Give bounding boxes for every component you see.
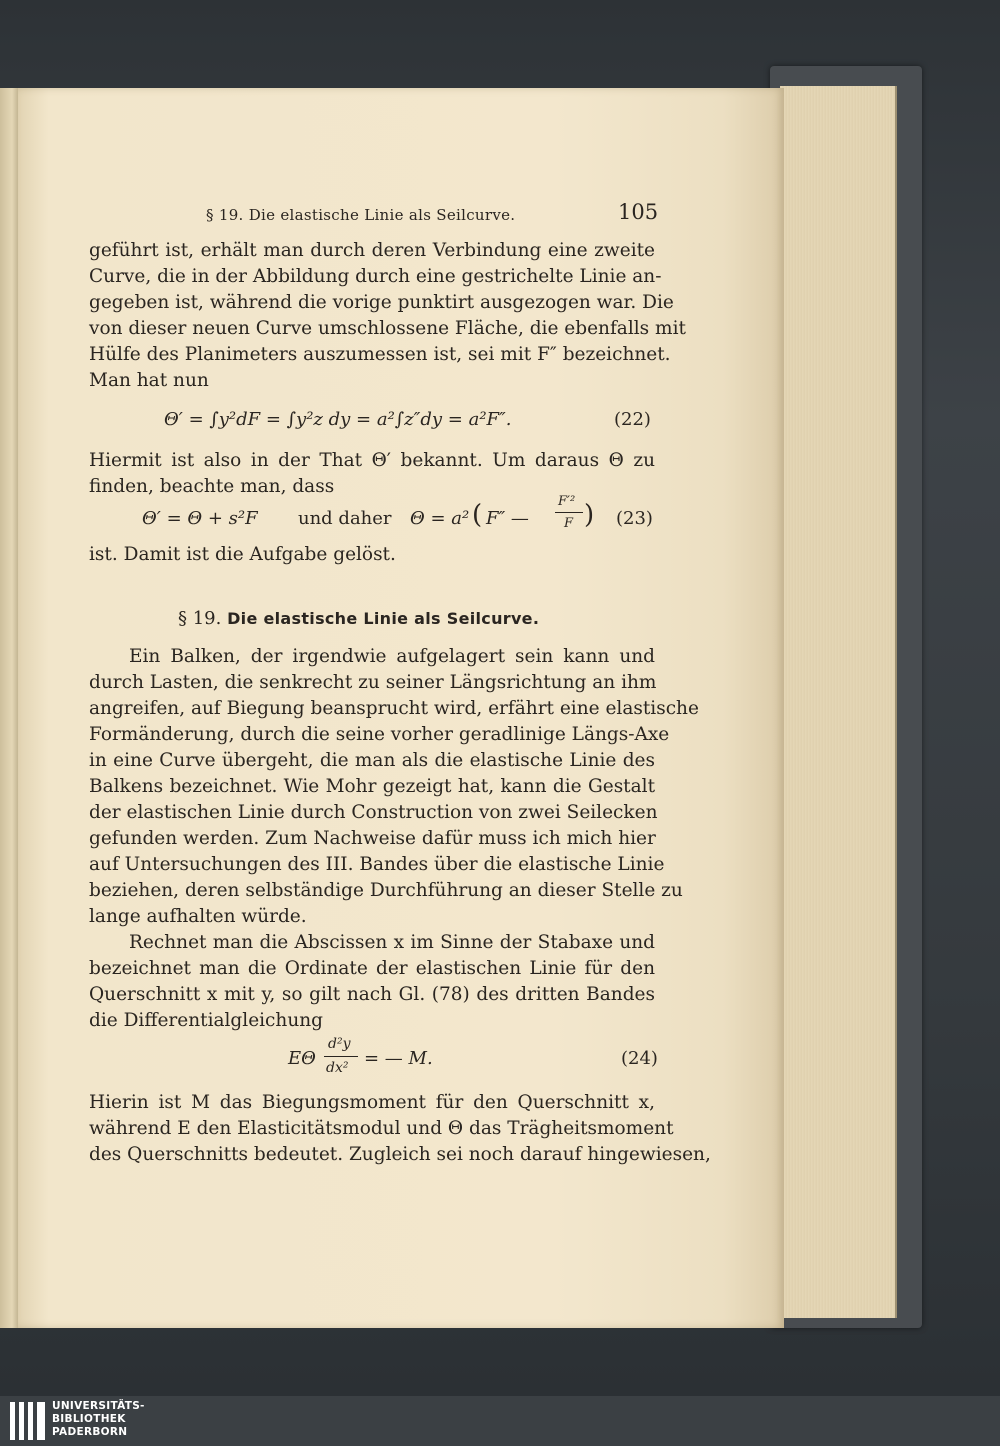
equation-23-fraction-numerator: F′² (558, 494, 576, 509)
text-line: Hülfe des Planimeters auszumessen ist, sei mit F″ bezeichnet. (89, 344, 671, 365)
equation-24-fraction-numerator: d²y (328, 1036, 351, 1052)
text-line: Curve, die in der Abbildung durch eine gestrichelte Linie an- (89, 266, 662, 287)
library-name: UNIVERSITÄTS- BIBLIOTHEK PADERBORN (52, 1400, 145, 1438)
text-line: beziehen, deren selbständige Durchführung an dieser Stelle zu (89, 880, 683, 901)
text-line: Hierin ist M das Biegungsmoment für den Querschnitt x, (89, 1092, 655, 1113)
page-number: 105 (618, 200, 659, 224)
fraction-bar (324, 1056, 358, 1057)
equation-23-right-b: F″ — (486, 508, 529, 529)
text-line: auf Untersuchungen des III. Bandes über die elastische Linie (89, 854, 665, 875)
text-line: Balkens bezeichnet. Wie Mohr gezeigt hat, kann die Gestalt (89, 776, 655, 797)
equation-23-paren-close: ) (584, 500, 595, 530)
text-line: bezeichnet man die Ordinate der elastischen Linie für den (89, 958, 655, 979)
text-line: ist. Damit ist die Aufgabe gelöst. (89, 544, 396, 565)
text-line: Rechnet man die Abscissen x im Sinne der Stabaxe und (129, 932, 655, 953)
equation-23-left: Θ′ = Θ + s²F (142, 508, 258, 529)
running-title: § 19. Die elastische Linie als Seilcurve. (206, 206, 516, 224)
equation-number-22: (22) (614, 409, 651, 430)
section-heading (178, 608, 539, 629)
text-line: angreifen, auf Biegung beansprucht wird, erfährt eine elastische (89, 698, 699, 719)
text-line: gefunden werden. Zum Nachweise dafür muss ich mich hier (89, 828, 656, 849)
equation-22: Θ′ = ∫y²dF = ∫y²z dy = a²∫z″dy = a²F″. (164, 409, 512, 430)
equation-24-fraction-denominator: dx² (326, 1060, 349, 1076)
text-line: der elastischen Linie durch Construction von zwei Seilecken (89, 802, 658, 823)
equation-23-paren-open: ( (472, 500, 483, 530)
book-page (18, 88, 784, 1328)
text-line: Hiermit ist also in der That Θ′ bekannt. Um daraus Θ zu (89, 450, 655, 471)
text-line: während E den Elasticitätsmodul und Θ das Trägheitsmoment (89, 1118, 674, 1139)
text-line: geführt ist, erhält man durch deren Verbindung eine zweite (89, 240, 655, 261)
library-footer (0, 1396, 1000, 1446)
text-line: durch Lasten, die senkrecht zu seiner Längsrichtung an ihm (89, 672, 657, 693)
equation-number-24: (24) (621, 1048, 658, 1069)
text-line: von dieser neuen Curve umschlossene Fläche, die ebenfalls mit (89, 318, 686, 339)
library-logo-icon (10, 1402, 50, 1440)
equation-23-right-a: Θ = a² (410, 508, 470, 529)
section-title: Die elastische Linie als Seilcurve. (227, 609, 540, 628)
text-line: Formänderung, durch die seine vorher geradlinige Längs-Axe (89, 724, 670, 745)
running-header (18, 200, 784, 230)
text-line: in eine Curve übergeht, die man als die elastische Linie des (89, 750, 655, 771)
equation-23-fraction-denominator: F (564, 516, 574, 531)
text-line: Ein Balken, der irgendwie aufgelagert sein kann und (129, 646, 655, 667)
text-line: Querschnitt x mit y, so gilt nach Gl. (78) des dritten Bandes (89, 984, 655, 1005)
equation-24-left: EΘ (288, 1048, 316, 1069)
text-line: Man hat nun (89, 370, 209, 391)
equation-number-23: (23) (616, 508, 653, 529)
section-number: § 19. (178, 608, 222, 629)
fraction-bar (555, 512, 583, 513)
text-line: gegeben ist, während die vorige punktirt ausgezogen war. Die (89, 292, 674, 313)
text-line: lange aufhalten würde. (89, 906, 307, 927)
equation-24-right: = — M. (364, 1048, 433, 1069)
page-stack-edges (780, 86, 897, 1318)
text-line: finden, beachte man, dass (89, 476, 335, 497)
equation-23-conjunction: und daher (298, 508, 392, 529)
text-line: die Differentialgleichung (89, 1010, 324, 1031)
text-line: des Querschnitts bedeutet. Zugleich sei noch darauf hingewiesen, (89, 1144, 711, 1165)
